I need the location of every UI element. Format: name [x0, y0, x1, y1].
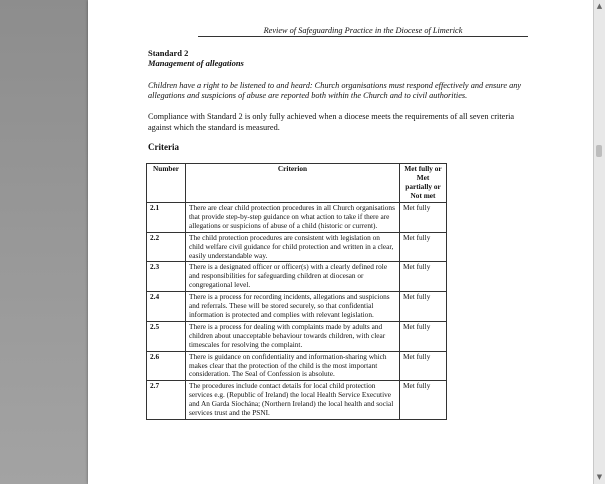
criterion-text: There is guidance on confidentiality and information-sharing which makes clear that the protection of the child is the most important consideration. The Seal of Confession is absolute.: [186, 351, 400, 381]
table-row: [147, 321, 447, 351]
criterion-text: There is a process for dealing with complaints made by adults and children about unacceptable behaviour towards children, with clear timescales for resolving the complaint.: [186, 321, 400, 351]
criterion-number: 2.6: [147, 351, 186, 381]
table-row: [147, 262, 447, 292]
scroll-up-icon[interactable]: ▲: [596, 2, 603, 10]
document-page: [88, 0, 593, 484]
criterion-text: The child protection procedures are consistent with legislation on child welfare civil guidance for child protection and written in a clear, easily understandable way.: [186, 232, 400, 262]
criterion-status: Met fully: [400, 351, 447, 381]
criterion-status: Met fully: [400, 292, 447, 322]
criterion-status: Met fully: [400, 381, 447, 420]
criteria-heading: Criteria: [148, 141, 179, 152]
criterion-number: 2.2: [147, 232, 186, 262]
criterion-number: 2.7: [147, 381, 186, 420]
table-row: [147, 232, 447, 262]
criterion-text: There is a designated officer or officer(s) with a clearly defined role and responsibilities for safeguarding children at diocesan or congregational level.: [186, 262, 400, 292]
criterion-number: 2.1: [147, 203, 186, 233]
criterion-text: There are clear child protection procedures in all Church organisations that provide step-by-step guidance on what action to take if there are allegations or suspicions of abuse of a child (historic or current).: [186, 203, 400, 233]
standard-title: Management of allegations: [148, 58, 244, 68]
criteria-table-header: [147, 164, 447, 203]
vertical-scrollbar[interactable]: [593, 0, 605, 484]
table-row: [147, 381, 447, 420]
criterion-number: 2.3: [147, 262, 186, 292]
standard-number: Standard 2: [148, 48, 189, 58]
criterion-text: There is a process for recording incidents, allegations and suspicions and referrals. These will be stored securely, so that confidential information is protected and complies with relevant legislation.: [186, 292, 400, 322]
criterion-number: 2.5: [147, 321, 186, 351]
criterion-status: Met fully: [400, 321, 447, 351]
column-header-criterion: Criterion: [186, 164, 400, 203]
table-row: [147, 203, 447, 233]
standard-section: [148, 48, 548, 153]
criterion-text: The procedures include contact details for local child protection services e.g. (Republic of Ireland) the local Health Service Executive and An Garda Síochána; (Northern Ireland) the local health and social services trust and the PSNI.: [186, 381, 400, 420]
compliance-statement: Compliance with Standard 2 is only fully achieved when a diocese meets the requirements of all seven criteria against which the standard is measured.: [148, 112, 515, 132]
criteria-table: [146, 163, 447, 420]
column-header-met: Met fully or Met partially or Not met: [400, 164, 447, 203]
scrollbar-thumb[interactable]: [596, 145, 602, 157]
criterion-number: 2.4: [147, 292, 186, 322]
scroll-down-icon[interactable]: ▼: [596, 473, 603, 481]
criterion-status: Met fully: [400, 203, 447, 233]
criterion-status: Met fully: [400, 232, 447, 262]
table-row: [147, 292, 447, 322]
running-header: Review of Safeguarding Practice in the Diocese of Limerick: [198, 26, 528, 37]
criterion-status: Met fully: [400, 262, 447, 292]
standard-intro: Children have a right to be listened to and heard: Church organisations must respond effectively and ensure any allegations and suspicions of abuse are reported both within the Church and to civil authorities.: [148, 81, 522, 101]
column-header-number: Number: [147, 164, 186, 203]
table-row: [147, 351, 447, 381]
